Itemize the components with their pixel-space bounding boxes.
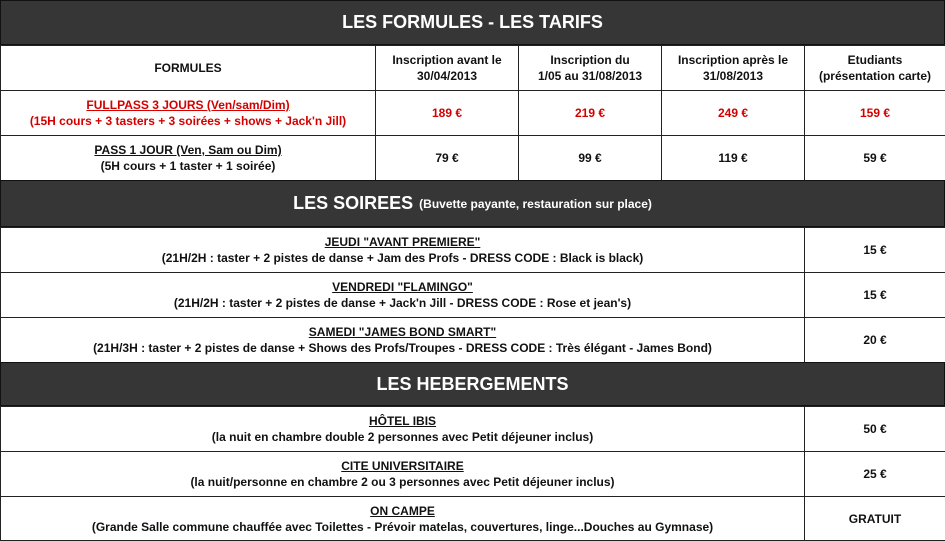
fullpass-name: FULLPASS 3 JOURS (Ven/sam/Dim) bbox=[5, 97, 371, 113]
header-col1-line1: Inscription avant le bbox=[380, 52, 514, 68]
formules-section-title: LES FORMULES - LES TARIFS bbox=[342, 12, 603, 33]
soiree-price: 15 € bbox=[805, 228, 945, 273]
pass1jour-price-student: 59 € bbox=[805, 136, 945, 181]
soiree-row bbox=[1, 228, 945, 273]
header-col4-line1: Etudiants bbox=[809, 52, 941, 68]
soiree-desc-cell bbox=[1, 318, 805, 363]
header-etudiants bbox=[805, 46, 945, 91]
soiree-desc: (21H/2H : taster + 2 pistes de danse + Jack'n Jill - DRESS CODE : Rose et jean's) bbox=[5, 295, 800, 311]
hebergement-name: ON CAMPE bbox=[5, 503, 800, 519]
soiree-name: JEUDI "AVANT PREMIERE" bbox=[5, 234, 800, 250]
soiree-price: 15 € bbox=[805, 273, 945, 318]
formules-section-header bbox=[0, 0, 945, 45]
pass1jour-desc: (5H cours + 1 taster + 1 soirée) bbox=[5, 158, 371, 174]
soirees-table bbox=[0, 227, 945, 363]
hebergement-name: CITE UNIVERSITAIRE bbox=[5, 458, 800, 474]
header-col3-line2: 31/08/2013 bbox=[666, 68, 800, 84]
hebergement-price: 50 € bbox=[805, 407, 945, 452]
fullpass-price-mid: 219 € bbox=[519, 91, 662, 136]
header-col2-line2: 1/05 au 31/08/2013 bbox=[523, 68, 657, 84]
soiree-price: 20 € bbox=[805, 318, 945, 363]
hebergements-section-title: LES HEBERGEMENTS bbox=[376, 374, 568, 395]
hebergement-price: GRATUIT bbox=[805, 497, 945, 541]
header-col1-line2: 30/04/2013 bbox=[380, 68, 514, 84]
hebergement-desc-cell bbox=[1, 452, 805, 497]
soiree-desc: (21H/2H : taster + 2 pistes de danse + Jam des Profs - DRESS CODE : Black is black) bbox=[5, 250, 800, 266]
fullpass-price-student: 159 € bbox=[805, 91, 945, 136]
soiree-name: VENDREDI "FLAMINGO" bbox=[5, 279, 800, 295]
header-inscription-apres bbox=[662, 46, 805, 91]
hebergement-desc: (la nuit en chambre double 2 personnes avec Petit déjeuner inclus) bbox=[5, 429, 800, 445]
pass1jour-formule bbox=[1, 136, 376, 181]
soiree-name: SAMEDI "JAMES BOND SMART" bbox=[5, 324, 800, 340]
pass1jour-price-mid: 99 € bbox=[519, 136, 662, 181]
hebergement-desc: (la nuit/personne en chambre 2 ou 3 personnes avec Petit déjeuner inclus) bbox=[5, 474, 800, 490]
soirees-section-title: LES SOIREES bbox=[293, 193, 413, 214]
hebergement-row bbox=[1, 407, 945, 452]
pass1jour-price-late: 119 € bbox=[662, 136, 805, 181]
pass1jour-name: PASS 1 JOUR (Ven, Sam ou Dim) bbox=[5, 142, 371, 158]
soirees-section-note: (Buvette payante, restauration sur place) bbox=[419, 197, 652, 211]
formules-table bbox=[0, 45, 945, 181]
hebergement-row bbox=[1, 497, 945, 541]
soiree-desc: (21H/3H : taster + 2 pistes de danse + Shows des Profs/Troupes - DRESS CODE : Très élégant - James Bond) bbox=[5, 340, 800, 356]
pass1jour-row bbox=[1, 136, 945, 181]
soiree-row bbox=[1, 318, 945, 363]
pass1jour-price-early: 79 € bbox=[376, 136, 519, 181]
hebergement-desc-cell bbox=[1, 497, 805, 541]
fullpass-price-early: 189 € bbox=[376, 91, 519, 136]
hebergements-section-header bbox=[0, 362, 945, 406]
soiree-row bbox=[1, 273, 945, 318]
header-col3-line1: Inscription après le bbox=[666, 52, 800, 68]
header-col2-line1: Inscription du bbox=[523, 52, 657, 68]
soiree-desc-cell bbox=[1, 273, 805, 318]
fullpass-price-late: 249 € bbox=[662, 91, 805, 136]
header-formules: FORMULES bbox=[1, 46, 376, 91]
header-inscription-avant bbox=[376, 46, 519, 91]
hebergement-name: HÔTEL IBIS bbox=[5, 413, 800, 429]
formules-header-row bbox=[1, 46, 945, 91]
soiree-desc-cell bbox=[1, 228, 805, 273]
hebergement-price: 25 € bbox=[805, 452, 945, 497]
hebergement-desc: (Grande Salle commune chauffée avec Toilettes - Prévoir matelas, couvertures, linge...Douches au Gymnase) bbox=[5, 519, 800, 535]
header-col4-line2: (présentation carte) bbox=[809, 68, 941, 84]
fullpass-desc: (15H cours + 3 tasters + 3 soirées + shows + Jack'n Jill) bbox=[5, 113, 371, 129]
fullpass-row bbox=[1, 91, 945, 136]
hebergement-desc-cell bbox=[1, 407, 805, 452]
header-inscription-du bbox=[519, 46, 662, 91]
hebergements-table bbox=[0, 406, 945, 541]
fullpass-formule bbox=[1, 91, 376, 136]
soirees-section-header bbox=[0, 180, 945, 227]
hebergement-row bbox=[1, 452, 945, 497]
